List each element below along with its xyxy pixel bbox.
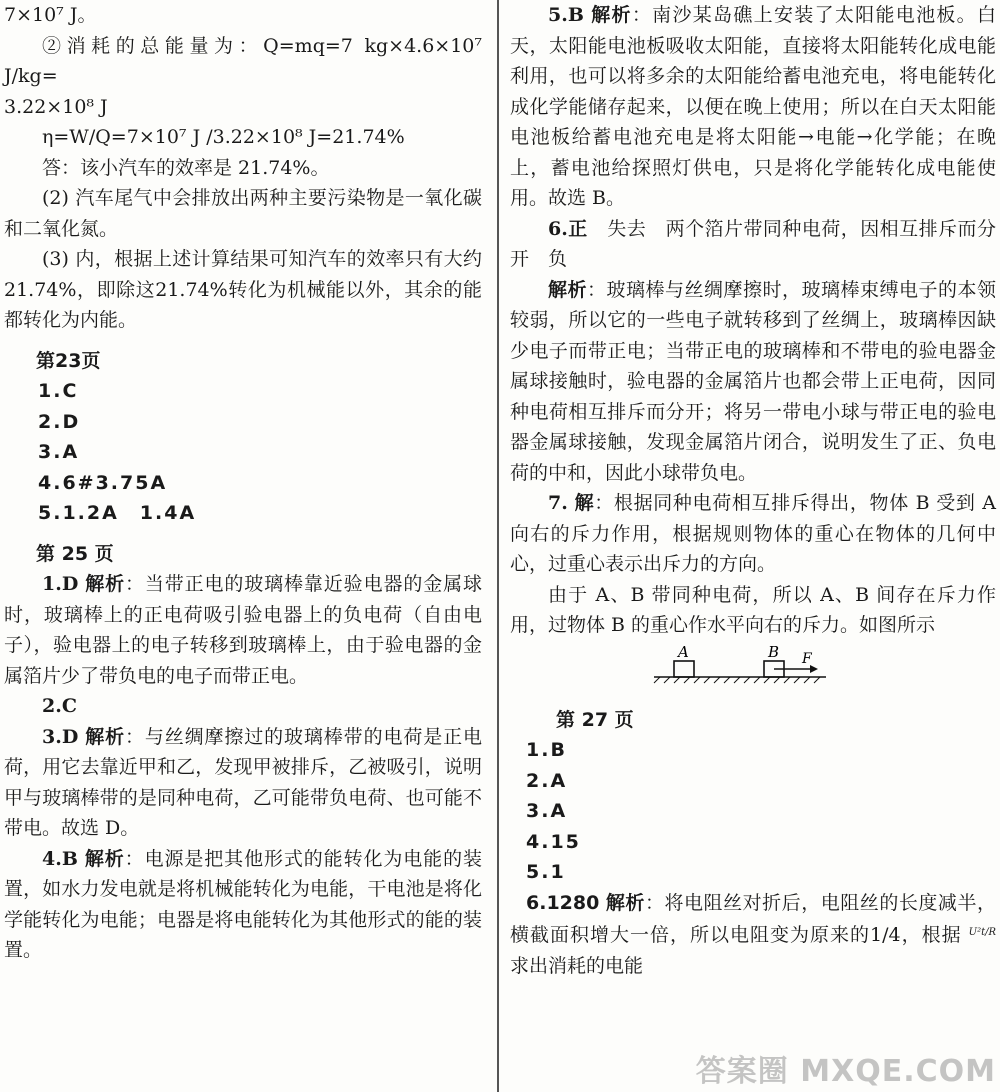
- answer-number: 6.1280: [526, 891, 600, 914]
- text-line: 答：该小汽车的效率是 21.74%。: [42, 156, 330, 179]
- answer-item: 5.1: [526, 861, 566, 883]
- answer-paragraph: [510, 580, 996, 641]
- text-line: 3.22×10⁸ J: [4, 95, 108, 118]
- answer-paragraph: [4, 844, 482, 966]
- text-line: 7×10⁷ J。: [4, 4, 97, 26]
- text-line: ②消耗的总能量为：Q=mq=7 kg×4.6×10⁷ J/kg=: [4, 34, 482, 87]
- label-f: F: [802, 650, 812, 667]
- answer-number: 4.B: [42, 847, 78, 870]
- text-line: η=W/Q=7×10⁷ J /3.22×10⁸ J=21.74%: [42, 126, 405, 148]
- analysis-text: 求出消耗的电能: [510, 954, 644, 977]
- analysis-tag: 解析: [85, 725, 125, 748]
- analysis-tag: 解析: [591, 4, 632, 26]
- section-title-p23: 第23页: [36, 349, 101, 372]
- answer-item: 2.D: [38, 410, 81, 433]
- label-a: A: [678, 642, 689, 661]
- force-diagram-svg: [650, 641, 830, 693]
- answer-item: 4.6#3.75A: [38, 471, 168, 494]
- answer-text: 失去 两个箔片带同种电荷，因相互排斥而分开 负: [510, 217, 996, 270]
- analysis-text: ：玻璃棒与丝绸摩擦时，玻璃棒束缚电子的本领较弱，所以它的一些电子就转移到了丝绸上，玻璃棒因缺少电子而带正电；当带正电的玻璃棒和不带电的验电器金属球接触时，验电器的金属箔片也都会带上正电荷，因同种电荷相互排斥而分开；将另一带电小球与带正电的验电器金属球接触，发现金属箔片闭合，说明发生了正、负电荷的中和，因此小球带负电。: [510, 278, 996, 484]
- answer-number: 1.D: [42, 573, 79, 595]
- answer-paragraph: [510, 214, 996, 275]
- answer-paragraph: [510, 488, 996, 580]
- column-divider: [497, 0, 499, 1092]
- analysis-text: ：当带正电的玻璃棒靠近验电器的金属球时，玻璃棒上的正电荷吸引验电器上的负电荷（自由电子），验电器上的电子转移到玻璃棒上，由于验电器的金属箔片少了带负电的电子而带正电。: [4, 573, 482, 687]
- answer-paragraph: [510, 888, 996, 982]
- analysis-tag: 解析: [84, 847, 125, 870]
- ground-hatching: [654, 677, 820, 683]
- left-column: [4, 0, 482, 966]
- answer-number: 6.正: [548, 217, 588, 240]
- force-diagram: [510, 641, 996, 705]
- analysis-tag: 解析: [85, 573, 125, 595]
- analysis-text: ：电源是把其他形式的能转化为电能的装置，如水力发电就是将机械能转化为电能，干电池是将化学能转化为电能；电器是将电能转化为其他形式的能的装置。: [4, 847, 482, 961]
- watermark-logo: 答案圈 MXQE.COM: [695, 1054, 996, 1089]
- text-paragraph: (2) 汽车尾气中会排放出两种主要污染物是一氧化碳和二氧化氮。: [4, 187, 482, 240]
- analysis-text: 由于 A、B 带同种电荷，所以 A、B 间存在斥力作用，过物体 B 的重心作水平向右的斥力。如图所示: [510, 583, 996, 636]
- analysis-tag: 解析: [548, 278, 587, 301]
- analysis-text: ：南沙某岛礁上安装了太阳能电池板。白天，太阳能电池板吸收太阳能，直接将太阳能转化成电能利用，也可以将多余的太阳能给蓄电池充电，将电能转化成化学能储存起来，以便在晚上使用；所以在白天太阳能电池板给蓄电池充电是将太阳能→电能→化学能；在晚上，蓄电池给探照灯供电，只是将化学能转化成电能使用。故选 B。: [510, 4, 996, 209]
- answer-item: 2.A: [526, 769, 568, 792]
- answer-item: 1.B: [526, 739, 567, 761]
- analysis-text: ：与丝绸摩擦过的玻璃棒带的电荷是正电荷，用它去靠近甲和乙，发现甲被排斥，乙被吸引，说明甲与玻璃棒带的是同种电荷，乙可能带负电荷、也可能不带电。故选 D。: [4, 725, 482, 839]
- answer-number: 7.: [548, 492, 568, 514]
- analysis-tag: 解: [574, 492, 595, 514]
- answer-item: 1.C: [38, 380, 79, 402]
- label-b: B: [768, 642, 780, 661]
- analysis-text: ：根据同种电荷相互排斥得出，物体 B 受到 A 向右的斥力作用，根据规则物体的重心在物体的几何中心，过重心表示出斥力的方向。: [510, 492, 996, 575]
- answer-paragraph: [4, 691, 482, 722]
- answer-item: 3.A: [38, 441, 80, 463]
- answer-number: 5.B: [548, 4, 584, 26]
- text-paragraph: (3) 内，根据上述计算结果可知汽车的效率只有大约21.74%，即除这21.74%转化为机械能以外，其余的能都转化为内能。: [4, 248, 482, 331]
- answer-paragraph: [4, 569, 482, 691]
- answer-item: 5.1.2A 1.4A: [38, 502, 197, 524]
- answer-paragraph: [510, 275, 996, 489]
- answer-paragraph: [4, 722, 482, 844]
- formula-fraction: U²t/R: [968, 927, 996, 938]
- analysis-text: ：将电阻丝对折后，电阻丝的长度减半，横截面积增大一倍，所以电阻变为原来的1/4，根据: [510, 891, 996, 946]
- block-a: [674, 661, 694, 677]
- section-title-p27: 第 27 页: [556, 708, 634, 731]
- section-title-p25: 第 25 页: [36, 542, 114, 565]
- answer-item: 4.15: [526, 830, 581, 853]
- answer-item: 3.A: [526, 800, 568, 822]
- right-column: [510, 0, 996, 981]
- answer-number: 2.C: [42, 695, 77, 717]
- analysis-tag: 解析: [605, 891, 645, 914]
- answer-paragraph: [510, 0, 996, 214]
- answer-number: 3.D: [42, 725, 79, 748]
